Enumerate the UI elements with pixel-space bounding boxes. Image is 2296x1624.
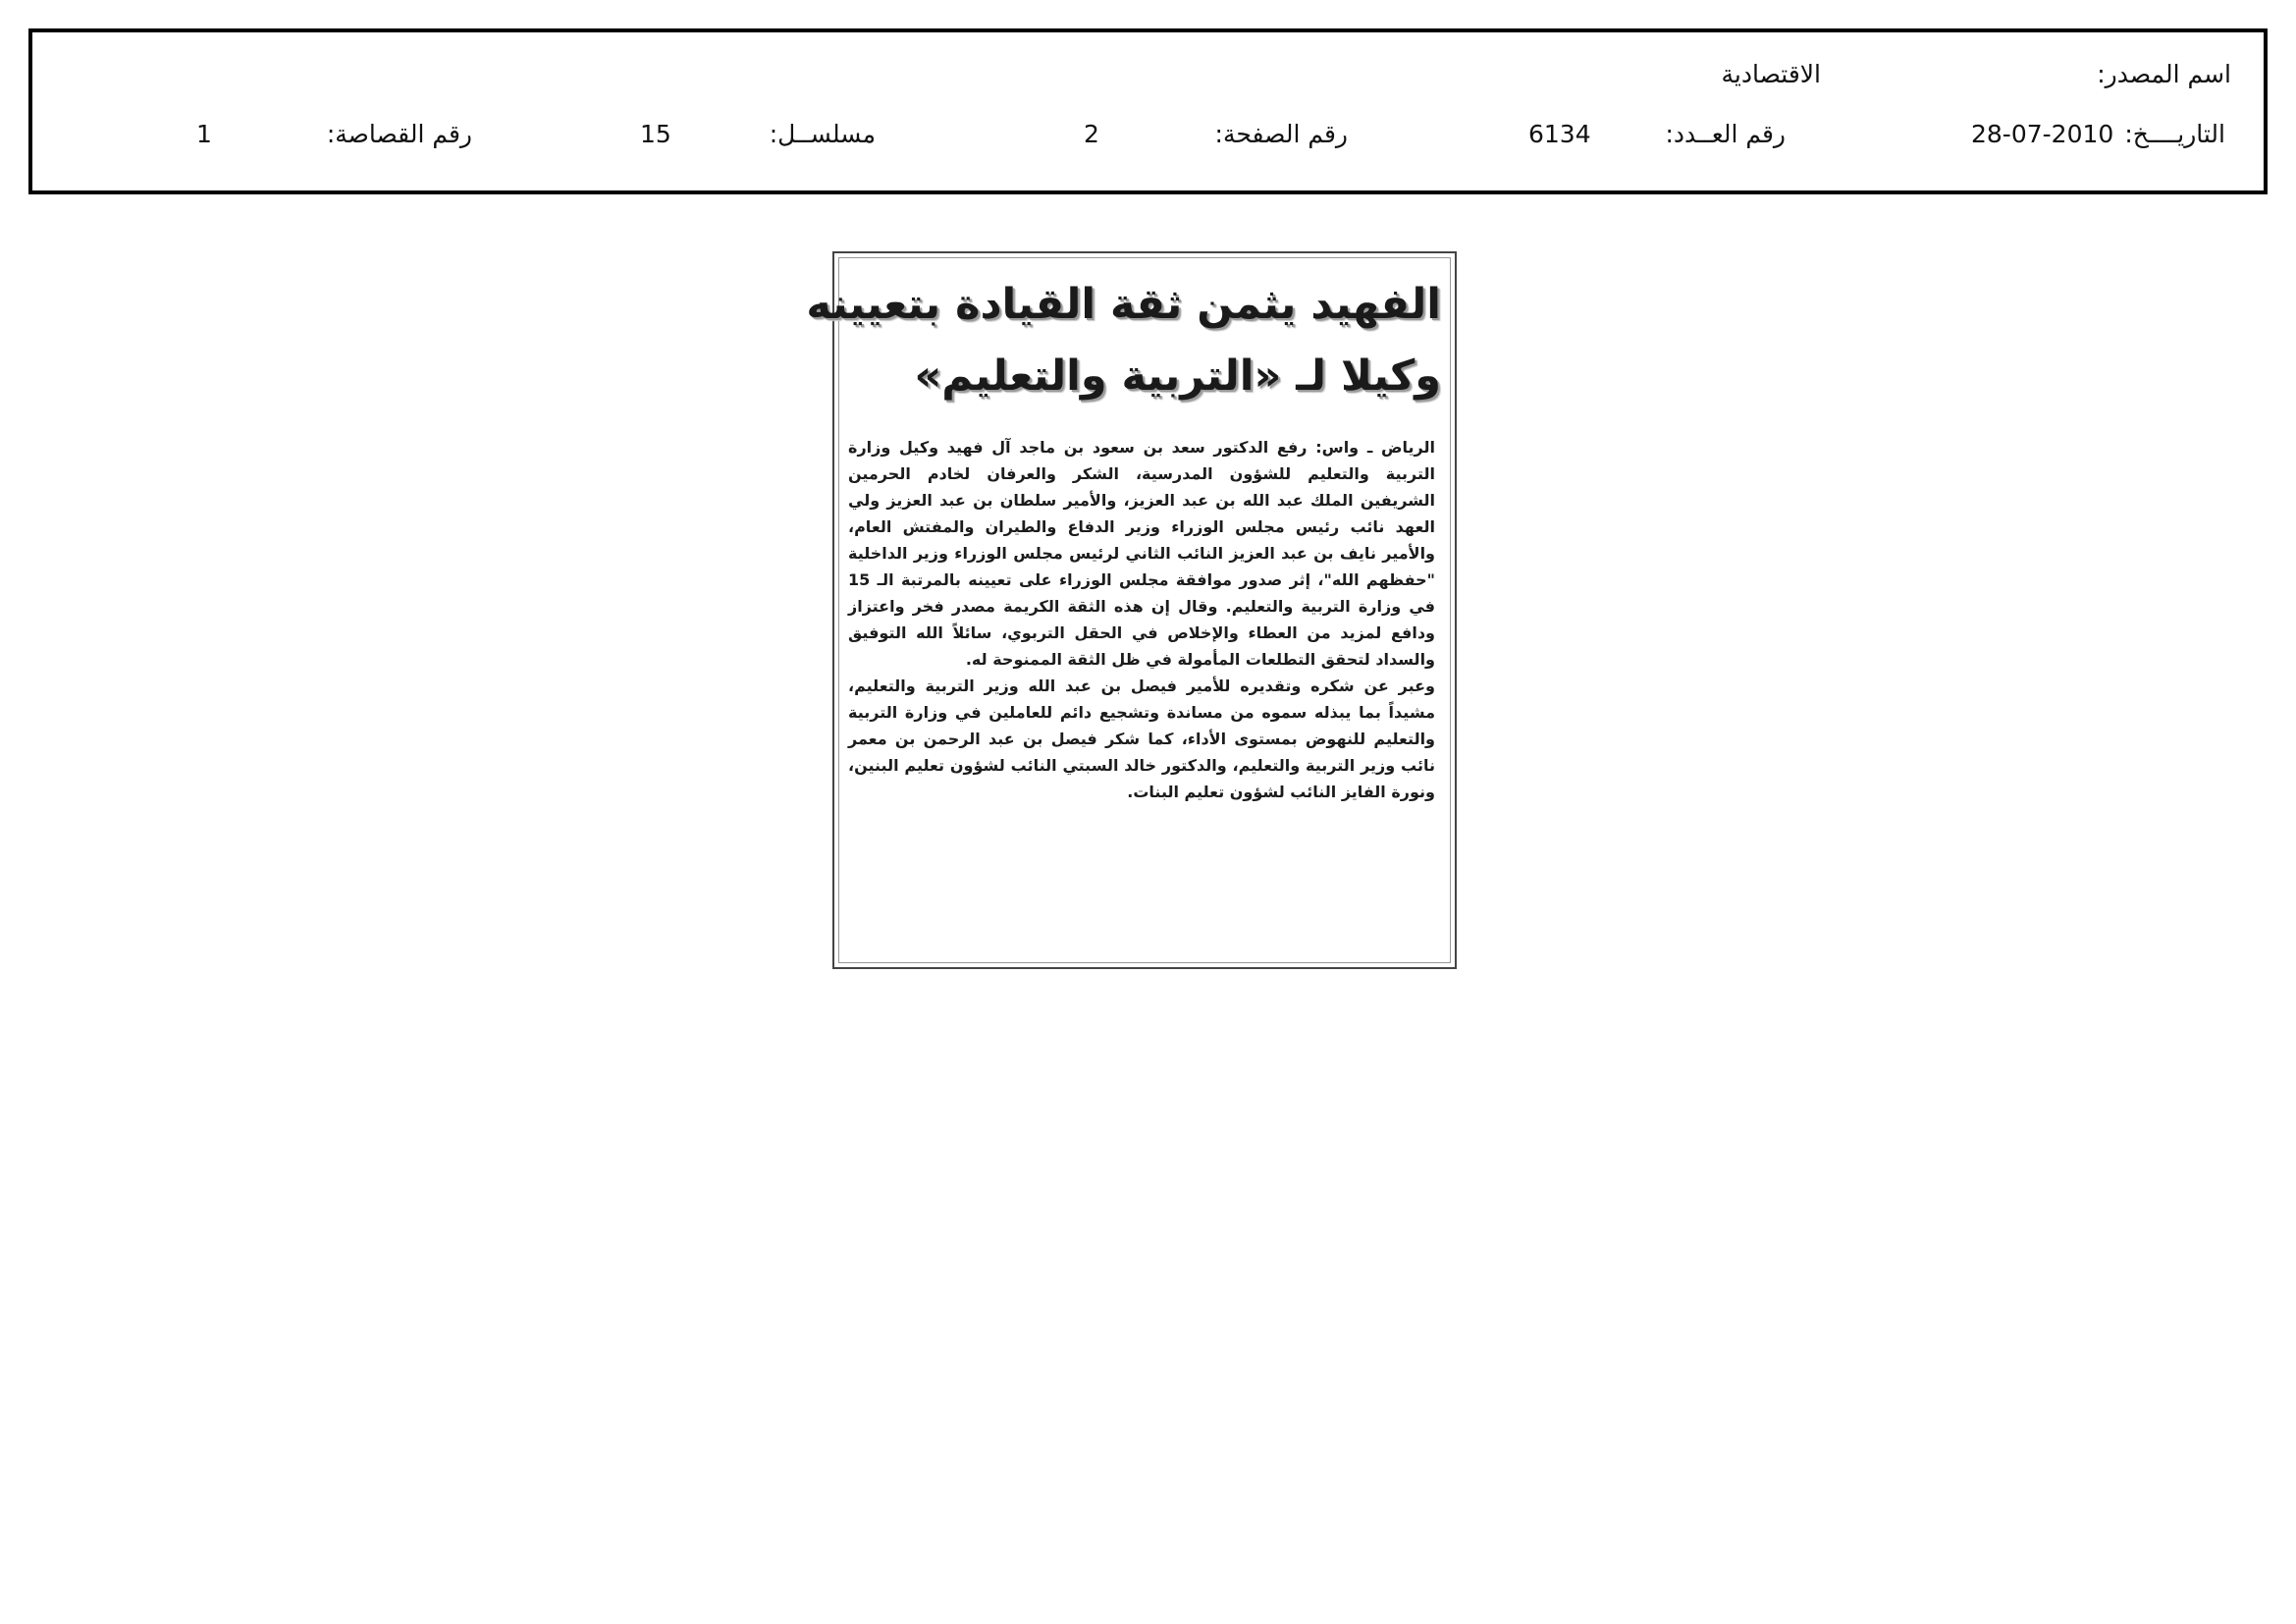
clipping-number-label: رقم القصاصة: — [326, 120, 472, 148]
date-value: 28-07-2010 — [1971, 120, 2114, 148]
issue-value: 6134 — [1528, 120, 1591, 148]
source-label: اسم المصدر: — [2097, 60, 2231, 88]
clipping-info-header — [28, 28, 2268, 194]
headline-line-2: وكيلا لـ «التربية والتعليم» — [914, 352, 1441, 401]
issue-label: رقم العــدد: — [1665, 120, 1786, 148]
serial-label: مسلســل: — [769, 120, 876, 148]
serial-value: 15 — [640, 120, 671, 148]
source-value: الاقتصادية — [1721, 60, 1821, 88]
article-paragraph-1: الرياض ـ واس: رفع الدكتور سعد بن سعود بن ماجد آل فهيد وكيل وزارة التربية والتعليم للشؤون المدرسية، الشكر والعرفان لخادم الحرمين الشريفين الملك عبد الله بن عبد العزيز، والأمير سلطان بن عبد العزيز ولي العهد نائب رئيس مجلس الوزراء وزير الدفاع والطيران والمفتش العام، والأمير نايف بن عبد العزيز النائب الثاني لرئيس مجلس الوزراء وزير الداخلية "حفظهم الله"، إثر صدور موافقة مجلس الوزراء على تعيينه بالمرتبة الـ 15 في وزارة التربية والتعليم. وقال إن هذه الثقة الكريمة مصدر فخر واعتزاز ودافع لمزيد من العطاء والإخلاص في الحقل التربوي، سائلاً الله التوفيق والسداد لتحقق التطلعات المأمولة في ظل الثقة الممنوحة له. — [848, 438, 1435, 669]
article-body — [848, 434, 1435, 805]
page-label: رقم الصفحة: — [1214, 120, 1348, 148]
page-value: 2 — [1084, 120, 1099, 148]
newspaper-clipping — [806, 251, 1457, 969]
clipping-number-value: 1 — [196, 120, 212, 148]
date-label: التاريــــخ: — [2124, 120, 2225, 148]
article-paragraph-2: وعبر عن شكره وتقديره للأمير فيصل بن عبد الله وزير التربية والتعليم، مشيداً بما يبذله سموه من مساندة وتشجيع دائم للعاملين في وزارة التربية والتعليم للنهوض بمستوى الأداء، كما شكر فيصل بن عبد الرحمن بن معمر نائب وزير التربية والتعليم، والدكتور خالد السبتي النائب لشؤون تعليم البنين، ونورة الفايز النائب لشؤون تعليم البنات. — [848, 677, 1435, 801]
headline-line-1: الفهيد يثمن ثقة القيادة بتعيينه — [806, 280, 1441, 329]
